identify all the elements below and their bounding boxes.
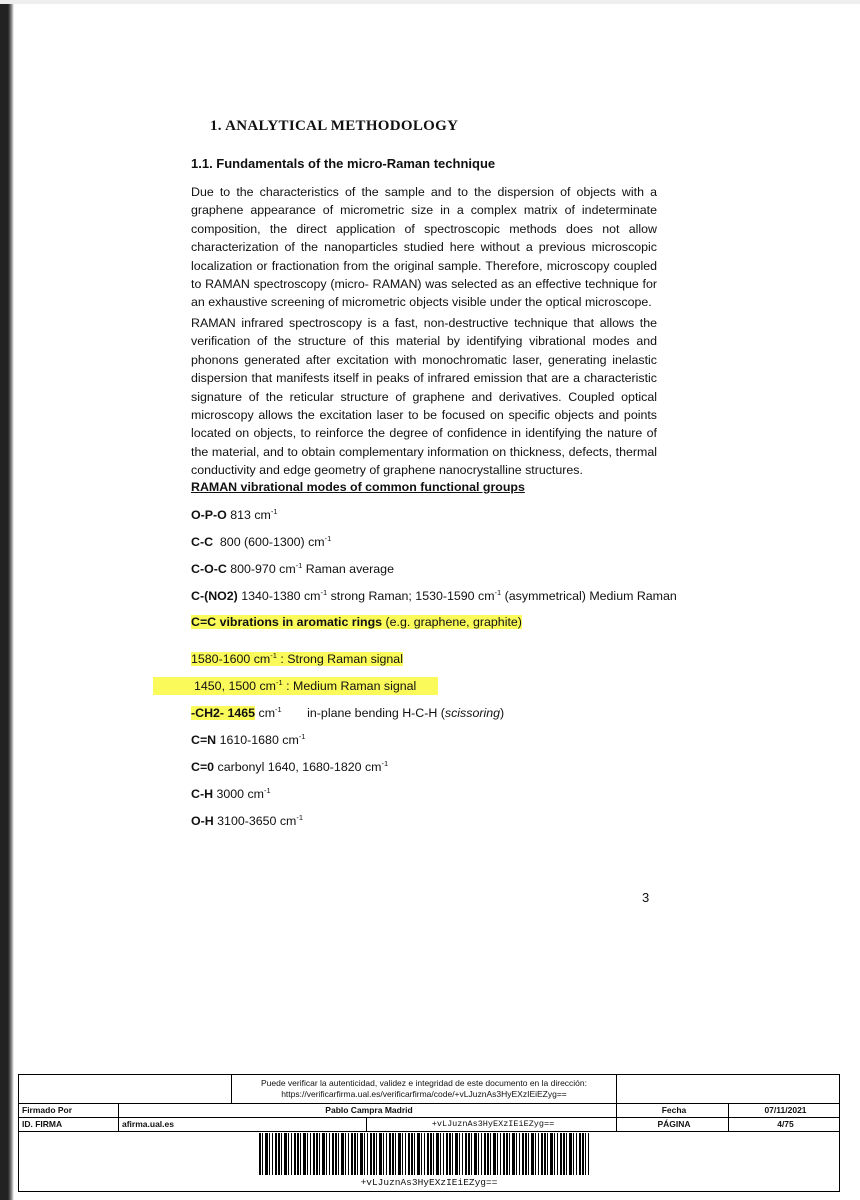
unit: cm (279, 814, 297, 828)
mode-value: 3000 (213, 787, 248, 801)
mode-cn (191, 733, 305, 747)
unit: cm (282, 733, 299, 747)
unit-exp: -1 (324, 534, 332, 543)
page-number: 3 (642, 890, 650, 905)
page-value: 4/75 (777, 1119, 794, 1129)
mode-oh (191, 814, 303, 828)
modes-heading: RAMAN vibrational modes of common functional groups (191, 480, 525, 494)
mode-note-italic: scissoring (444, 706, 500, 720)
page-label: PÁGINA (617, 1118, 729, 1131)
unit-exp: -1 (270, 651, 277, 660)
unit: cm (303, 589, 321, 603)
mode-value: 1610-1680 (216, 733, 283, 747)
aromatic-title: C=C vibrations in aromatic rings (191, 615, 383, 629)
unit-exp: -1 (298, 732, 306, 741)
section-heading: 1. ANALYTICAL METHODOLOGY (210, 118, 459, 134)
mode-group: O-P-O (191, 508, 227, 522)
mode-note: : Medium Raman signal (282, 679, 417, 693)
verification-box (231, 1075, 617, 1103)
barcode (259, 1133, 589, 1175)
mode-value: 1340-1380 (237, 589, 304, 603)
verify-url[interactable]: https://verificarfirma.ual.es/verificarfirma/code/+vLJuznAs3HyEXzIEiEZyg== (281, 1089, 567, 1099)
mode-aromatic (191, 615, 522, 629)
mode-group: C-C (191, 535, 214, 549)
unit-exp: -1 (296, 813, 304, 822)
mode-value: 3100-3650 (213, 814, 280, 828)
mode-group: C=N (191, 733, 217, 747)
unit: cm (308, 535, 325, 549)
unit-exp: -1 (295, 561, 303, 570)
unit: cm (253, 652, 271, 666)
paragraph-2: RAMAN infrared spectroscopy is a fast, non-destructive technique that allows the verification of the structure of this material by identifying vibrational modes and phonons generated after excitation with monochromatic laser, generating inelastic dispersion that manifests itself in peaks of infrared emission that are a characteristic signature of the reticular structure of graphene and derivatives. Coupled optical microscopy allows the excitation laser to be focused on specific objects and points located on objects, to reinforce the degree of confidence in identifying the nature of the material, and to obtain complementary information on thickness, defects, thermal conductivity and edge geometry of graphene nanocrystalline structures. (191, 316, 657, 478)
id-label: ID. FIRMA (19, 1118, 119, 1131)
highlight (191, 652, 403, 666)
unit-exp: -1 (270, 507, 278, 516)
mode-co (191, 760, 388, 774)
barcode-text: +vLJuznAs3HyEXzIEiEZyg== (360, 1177, 498, 1188)
signer-row (19, 1103, 839, 1117)
unit: cm (279, 562, 296, 576)
unit: cm (478, 589, 495, 603)
paragraph-1: Due to the characteristics of the sample and to the dispersion of objects with a graphene appearance of micrometric size in a complex matrix of indeterminate composition, the direct application of spectroscopic methods does not allow characterization of the nanoparticles studied here without a previous microscopic localization or fractionation from the original sample. Therefore, microscopy coupled to RAMAN spectroscopy (micro- RAMAN) was selected as an effective technique for an exhaustive screening of micrometric objects visible under the optical microscope. (191, 185, 657, 310)
highlight (191, 615, 522, 629)
mode-strong (191, 652, 403, 666)
mode-medium (194, 679, 416, 693)
verify-line-1: Puede verificar la autenticidad, validez e integridad de este documento en la dirección: (260, 1078, 588, 1088)
unit: cm (259, 679, 276, 693)
mode-group: C-(NO2) (191, 589, 238, 603)
mode-note: strong Raman; 1530-1590 (327, 589, 479, 603)
signature-footer (18, 1074, 840, 1192)
id-host: afirma.ual.es (119, 1118, 367, 1131)
mode-value: 1580-1600 (191, 652, 254, 666)
mode-value: 800 (600-1300) (213, 535, 309, 549)
unit-exp: -1 (276, 678, 283, 687)
signer-name: Pablo Campra Madrid (119, 1104, 617, 1117)
mode-group: O-H (191, 814, 214, 828)
date-label: Fecha (617, 1104, 729, 1117)
mode-value: 800-970 (226, 562, 280, 576)
id-row (19, 1117, 839, 1132)
mode-group: C-O-C (191, 562, 227, 576)
signed-by-label: Firmado Por (19, 1104, 119, 1117)
mode-opo (191, 508, 278, 522)
scan-edge (0, 0, 14, 1200)
mode-group: -CH2- 1465 (191, 706, 256, 720)
date-value: 07/11/2021 (764, 1105, 807, 1115)
id-code: +vLJuznAs3HyEXzIEiEZyg== (367, 1118, 617, 1131)
unit-exp: -1 (275, 705, 282, 714)
mode-value: carbonyl 1640, 1680-1820 (214, 760, 365, 774)
mode-cc (191, 535, 331, 549)
mode-value: 1450, 1500 (194, 679, 260, 693)
unit-exp: -1 (320, 588, 328, 597)
mode-group: C=0 (191, 760, 215, 774)
unit: cm (247, 787, 265, 801)
subsection-heading: 1.1. Fundamentals of the micro-Raman technique (191, 156, 496, 171)
aromatic-paren: (e.g. graphene, graphite) (382, 615, 522, 629)
mode-ch2 (191, 706, 504, 720)
mode-group: C-H (191, 787, 214, 801)
unit: cm (254, 508, 271, 522)
mode-value: 813 (226, 508, 255, 522)
unit-exp: -1 (264, 786, 271, 795)
mode-note: (asymmetrical) Medium Raman (501, 589, 677, 603)
unit-exp: -1 (381, 759, 389, 768)
highlight (191, 706, 255, 720)
mode-note: in-plane bending H-C-H ( (307, 706, 445, 720)
unit: cm (258, 706, 276, 720)
mode-note: Raman average (302, 562, 394, 576)
unit: cm (364, 760, 382, 774)
scan-edge-top (0, 0, 860, 4)
unit-exp: -1 (494, 588, 502, 597)
mode-no2 (191, 589, 677, 603)
mode-note: : Strong Raman signal (276, 652, 403, 666)
mode-ch (191, 787, 271, 801)
mode-note-end: ) (500, 706, 505, 720)
mode-coc (191, 562, 394, 576)
